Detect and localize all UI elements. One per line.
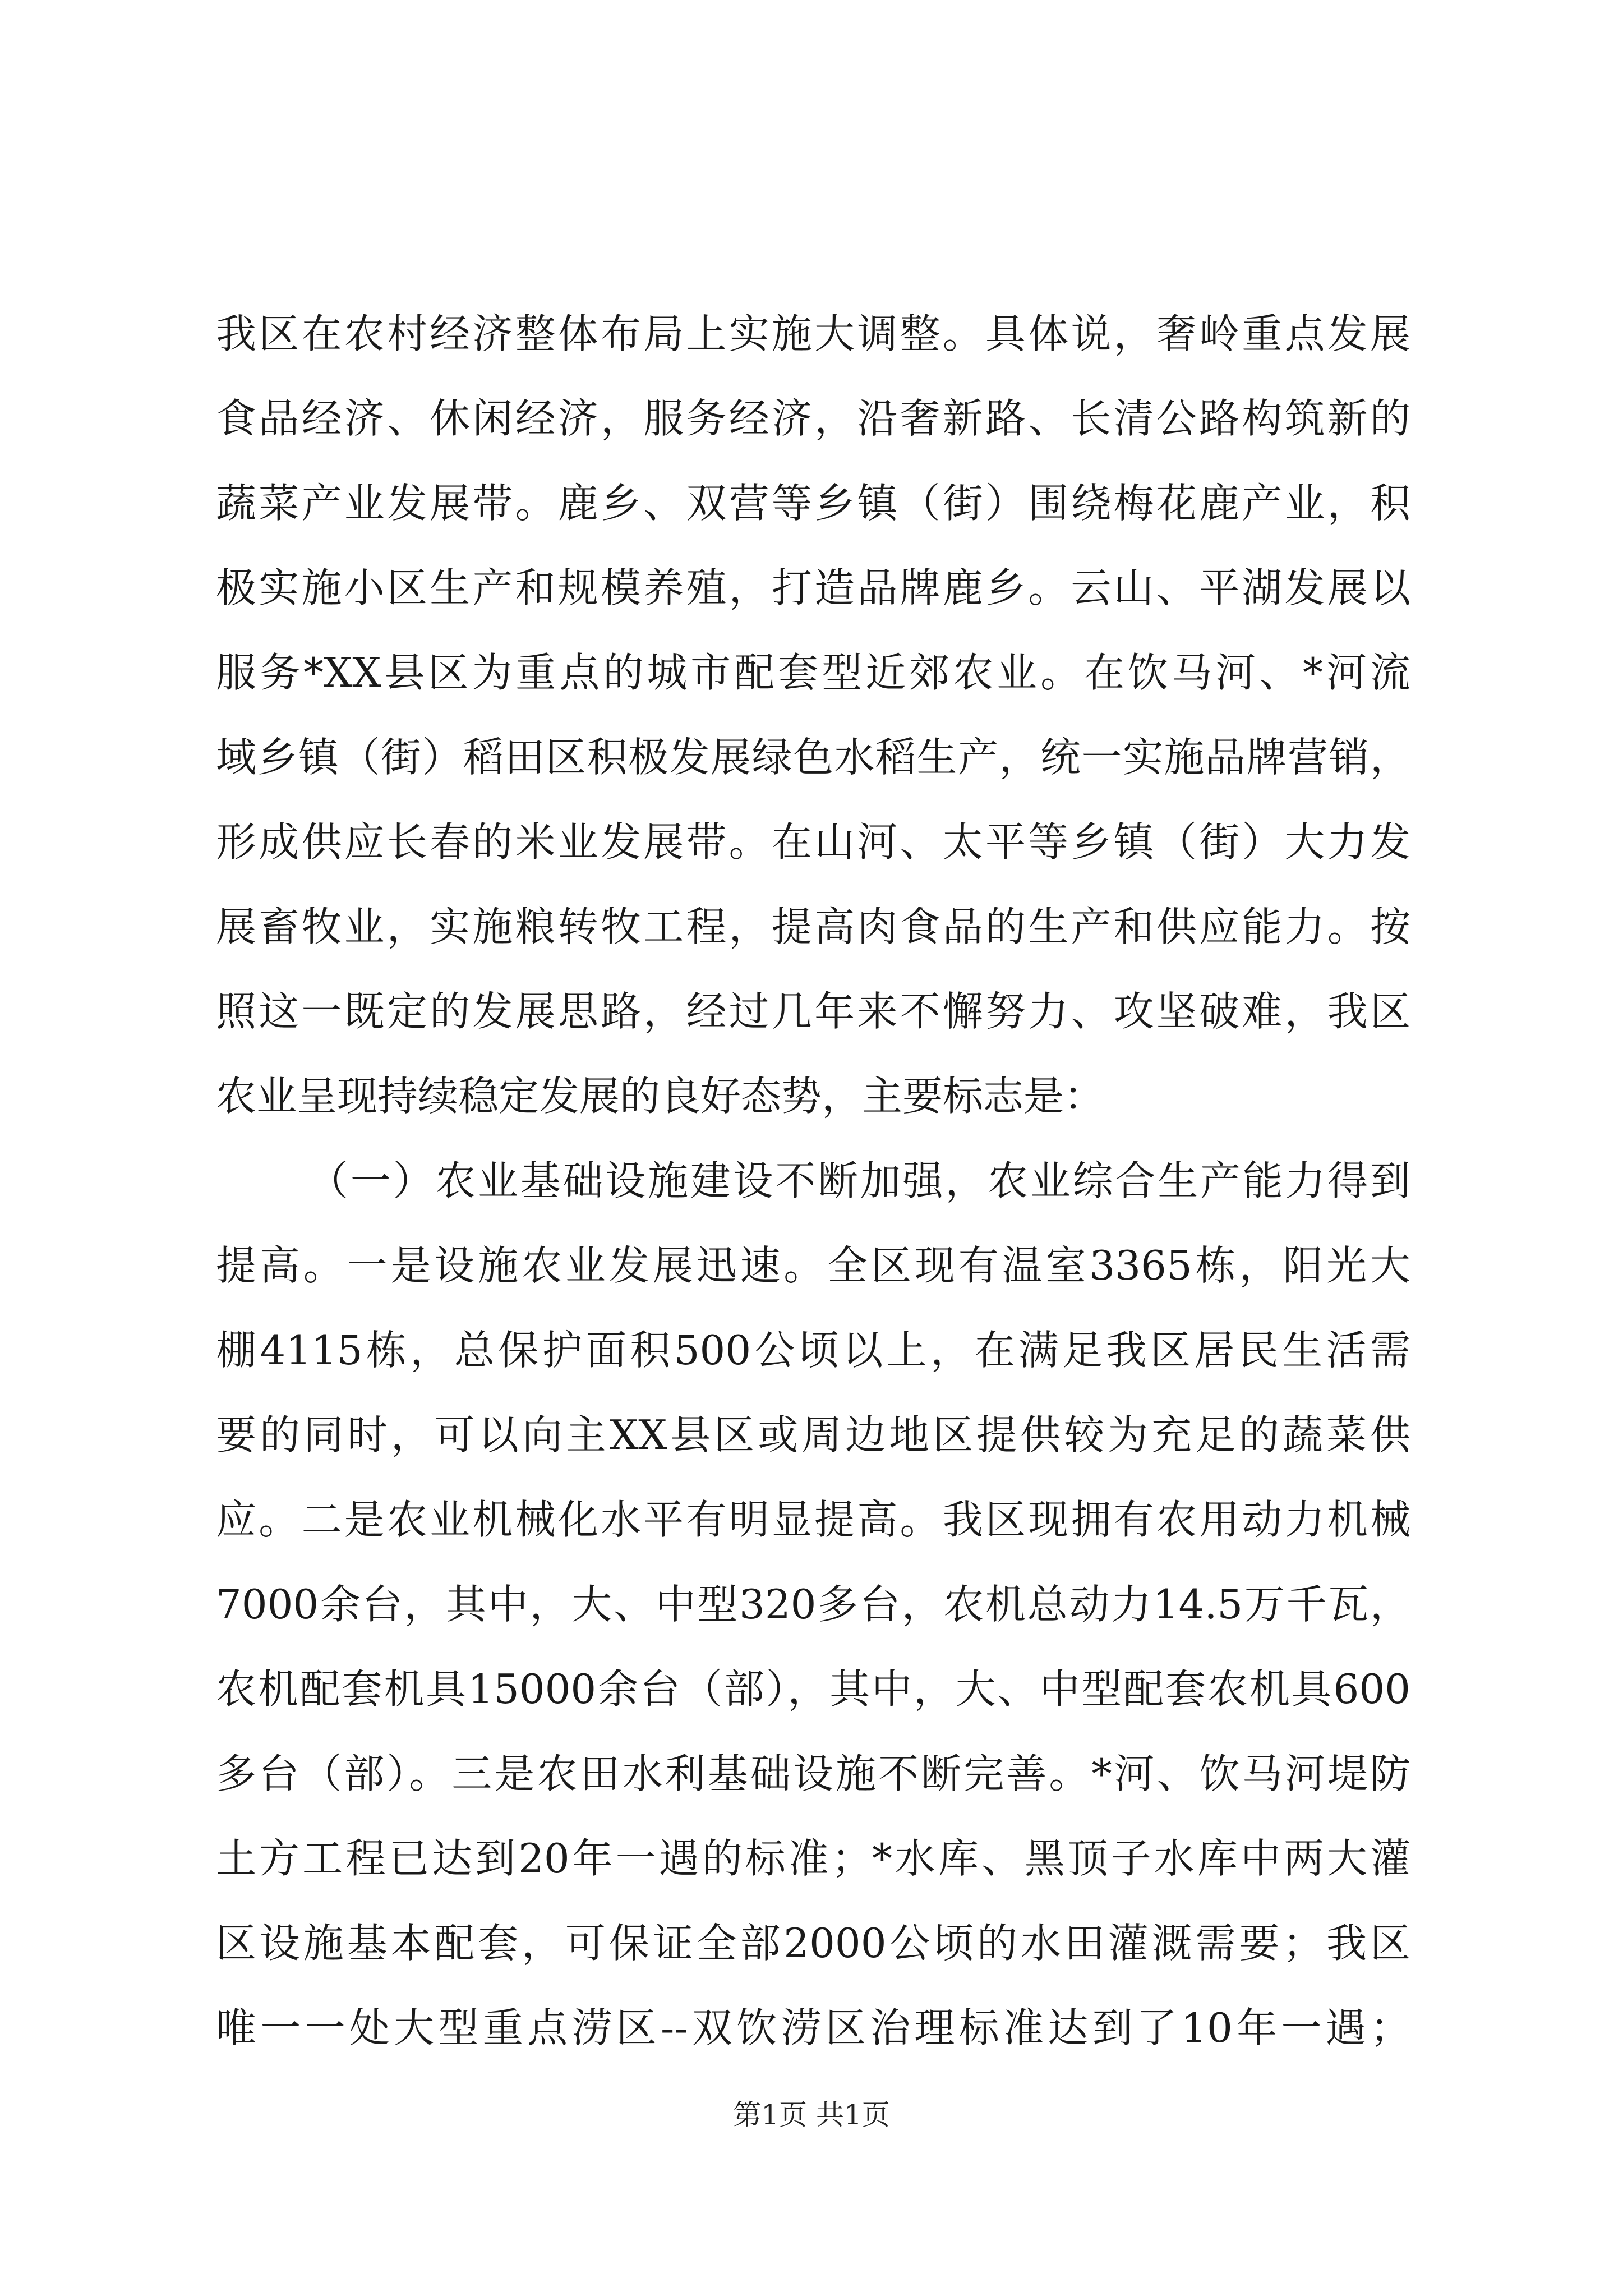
page-footer	[0, 2095, 1623, 2134]
text-line: 极实施小区生产和规模养殖，打造品牌鹿乡。云山、平湖发展以	[216, 564, 1410, 611]
text-line: 提高。一是设施农业发展迅速。全区现有温室3365栋，阳光大	[216, 1242, 1410, 1289]
section-heading-line: （一）农业基础设施建设不断加强，农业综合生产能力得到	[308, 1157, 1410, 1204]
text-line: 农业呈现持续稳定发展的良好态势，主要标志是：	[216, 1073, 1105, 1120]
text-line: 我区在农村经济整体布局上实施大调整。具体说，奢岭重点发展	[216, 310, 1410, 357]
text-line: 多台（部）。三是农田水利基础设施不断完善。*河、饮马河堤防	[216, 1750, 1410, 1797]
text-line: 域乡镇（街）稻田区积极发展绿色水稻生产，统一实施品牌营销，	[216, 734, 1410, 781]
text-line: 唯一一处大型重点涝区--双饮涝区治理标准达到了10年一遇；	[216, 2004, 1410, 2051]
text-line: 土方工程已达到20年一遇的标准；*水库、黑顶子水库中两大灌	[216, 1835, 1410, 1882]
text-line: 棚4115栋，总保护面积500公顷以上，在满足我区居民生活需	[216, 1327, 1410, 1374]
text-line: 照这一既定的发展思路，经过几年来不懈努力、攻坚破难，我区	[216, 988, 1410, 1035]
text-line: 农机配套机具15000余台（部），其中，大、中型配套农机具600	[216, 1665, 1410, 1713]
text-line: 食品经济、休闲经济，服务经济，沿奢新路、长清公路构筑新的	[216, 395, 1410, 442]
document-body	[216, 292, 1410, 2070]
text-line: 蔬菜产业发展带。鹿乡、双营等乡镇（街）围绕梅花鹿产业，积	[216, 480, 1410, 527]
text-line: 区设施基本配套，可保证全部2000公顷的水田灌溉需要；我区	[216, 1920, 1410, 1967]
text-line: 形成供应长春的米业发展带。在山河、太平等乡镇（街）大力发	[216, 818, 1410, 866]
page-number: 第1页 共1页	[733, 2099, 890, 2131]
text-line: 7000余台，其中，大、中型320多台，农机总动力14.5万千瓦，	[216, 1581, 1410, 1628]
text-line: 服务*XX县区为重点的城市配套型近郊农业。在饮马河、*河流	[216, 649, 1410, 696]
text-line: 展畜牧业，实施粮转牧工程，提高肉食品的生产和供应能力。按	[216, 903, 1410, 950]
text-line: 要的同时，可以向主XX县区或周边地区提供较为充足的蔬菜供	[216, 1411, 1410, 1458]
text-line: 应。二是农业机械化水平有明显提高。我区现拥有农用动力机械	[216, 1496, 1410, 1543]
